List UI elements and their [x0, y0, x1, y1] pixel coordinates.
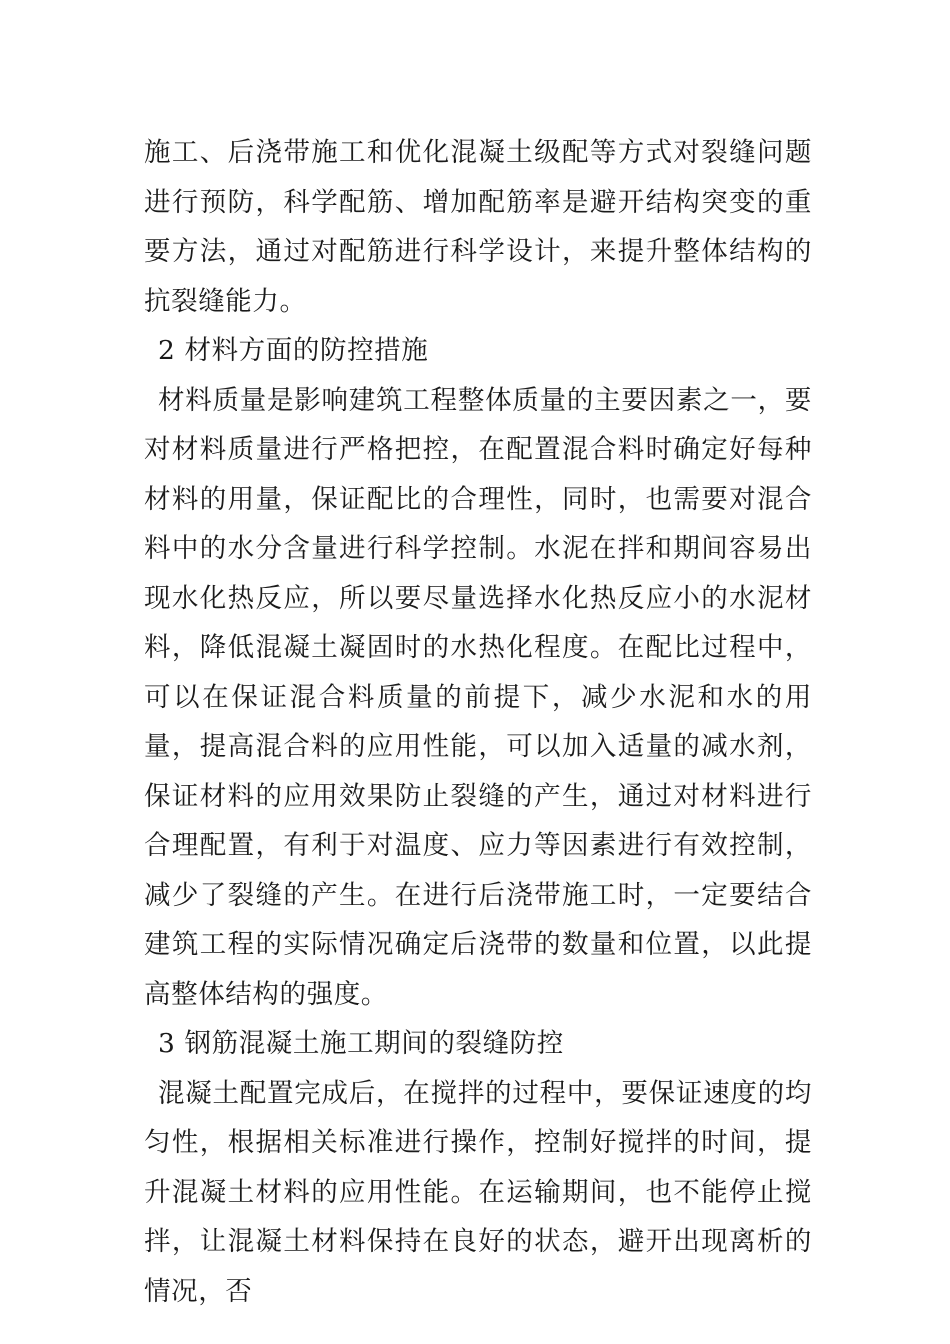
section-heading-2: 2 材料方面的防控措施: [158, 335, 429, 366]
document-body: [144, 128, 812, 1316]
paragraph-materials: 材料质量是影响建筑工程整体质量的主要因素之一，要对材料质量进行严格把控，在配置混合料时确定好每种材料的用量，保证配比的合理性，同时，也需要对混合料中的水分含量进行科学控制。水泥在拌和期间容易出现水化热反应，所以要尽量选择水化热反应小的水泥材料，降低混凝土凝固时的水热化程度。在配比过程中，可以在保证混合料质量的前提下，减少水泥和水的用量，提高混合料的应用性能，可以加入适量的减水剂，保证材料的应用效果防止裂缝的产生，通过对材料进行合理配置，有利于对温度、应力等因素进行有效控制，减少了裂缝的产生。在进行后浇带施工时，一定要结合建筑工程的实际情况确定后浇带的数量和位置，以此提高整体结构的强度。: [144, 384, 812, 1010]
paragraph-continuation: 施工、后浇带施工和优化混凝土级配等方式对裂缝问题进行预防，科学配筋、增加配筋率是避开结构突变的重要方法，通过对配筋进行科学设计，来提升整体结构的抗裂缝能力。: [144, 137, 812, 317]
section-heading-3: 3 钢筋混凝土施工期间的裂缝防控: [158, 1028, 564, 1059]
paragraph-construction: 混凝土配置完成后，在搅拌的过程中，要保证速度的均匀性，根据相关标准进行操作，控制好搅拌的时间，提升混凝土材料的应用性能。在运输期间，也不能停止搅拌，让混凝土材料保持在良好的状态，避开出现离析的情况，否: [144, 1077, 812, 1307]
